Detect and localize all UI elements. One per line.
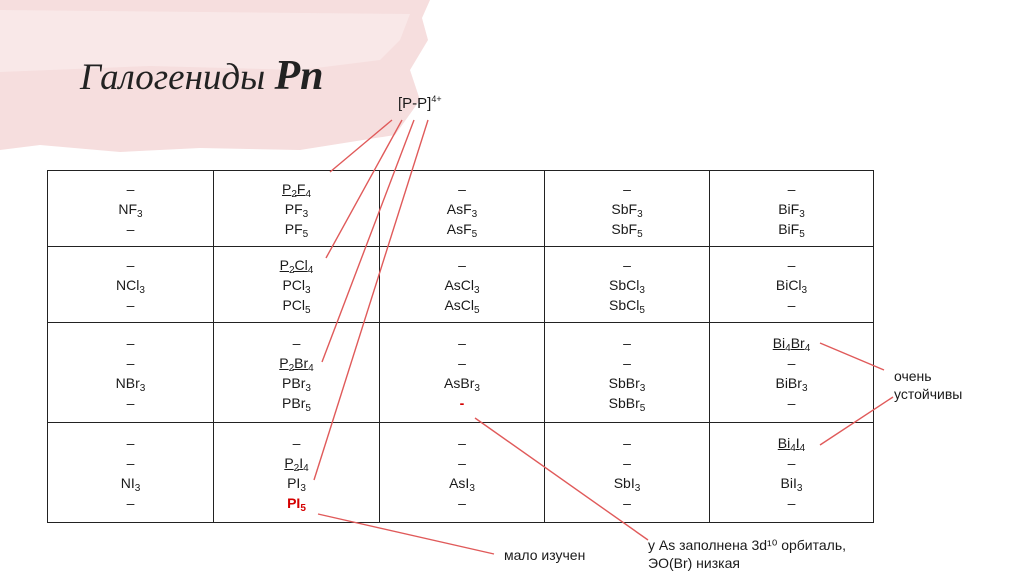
formula-line (214, 295, 379, 315)
formula: – (623, 494, 631, 511)
formula: – (623, 256, 631, 273)
formula: - (459, 394, 465, 411)
formula-line (545, 219, 709, 239)
formula: $P_2Cl_4$ (279, 256, 314, 276)
table-cell (214, 323, 380, 423)
halides-table (47, 170, 874, 523)
table-cell (710, 323, 874, 423)
formula: – (126, 454, 135, 471)
formula-line (214, 453, 379, 473)
table-cell (710, 247, 874, 323)
formula-line (214, 433, 379, 453)
formula: – (787, 454, 796, 471)
formula: BiCl$_3$ (775, 276, 808, 296)
formula: – (292, 434, 301, 451)
formula-line (380, 453, 544, 473)
formula-line (710, 453, 873, 473)
formula: $Bi_4Br_4$ (772, 334, 811, 354)
formula-line (48, 373, 213, 393)
formula-line (48, 433, 213, 453)
formula-line (48, 179, 213, 199)
formula: $PI_5$ (287, 494, 306, 514)
formula-line (380, 179, 544, 199)
formula-line (214, 199, 379, 219)
formula: $P_2I_4$ (284, 454, 309, 474)
formula: – (787, 296, 796, 313)
note-little-studied: мало изучен (504, 547, 586, 563)
formula-line (710, 295, 873, 315)
formula-line (710, 393, 873, 413)
formula: $P_2F_4$ (281, 180, 312, 200)
formula: BiF$_5$ (778, 220, 805, 240)
formula: $PI_3$ (287, 474, 306, 494)
formula: – (458, 256, 466, 273)
formula: – (126, 256, 135, 273)
formula: $Bi_4I_4$ (777, 434, 806, 454)
formula-line (545, 333, 709, 353)
formula: – (623, 180, 631, 197)
formula: – (126, 394, 135, 411)
formula-line (48, 199, 213, 219)
formula: PCl$_3$ (282, 276, 311, 296)
formula: AsCl$_5$ (444, 296, 480, 316)
page-title (80, 52, 323, 100)
title-symbol: Pn (274, 53, 324, 99)
formula: – (623, 334, 631, 351)
formula: BiBr$_3$ (775, 374, 808, 394)
table-cell (545, 323, 710, 423)
formula: – (126, 296, 135, 313)
formula: – (787, 394, 796, 411)
formula-line (48, 295, 213, 315)
formula: – (292, 334, 301, 351)
formula: – (787, 256, 796, 273)
formula-line (545, 295, 709, 315)
formula-line (48, 255, 213, 275)
formula-line (214, 255, 379, 275)
formula-line (710, 493, 873, 513)
formula-line (710, 433, 873, 453)
table-cell (48, 323, 214, 423)
formula-line (710, 473, 873, 493)
formula: NCl$_3$ (116, 276, 145, 296)
note-as (648, 536, 846, 572)
note-as-line1: у As заполнена 3d¹⁰ орбиталь, (648, 537, 847, 553)
formula-line (214, 219, 379, 239)
formula-line (380, 199, 544, 219)
formula-line (710, 275, 873, 295)
formula-line (545, 373, 709, 393)
title-text: Галогениды (80, 57, 266, 98)
formula: $NF_3$ (118, 200, 143, 220)
formula: – (458, 334, 466, 351)
note-stable (894, 367, 994, 403)
table-row (48, 423, 874, 523)
formula: $P_2Br_4$ (279, 354, 314, 374)
formula-line (380, 275, 544, 295)
formula: $NI_3$ (120, 474, 141, 494)
formula: PBr$_3$ (282, 374, 311, 394)
pp-bond-charge: 4+ (431, 94, 442, 104)
formula-line (545, 275, 709, 295)
formula-line (48, 333, 213, 353)
table-cell (380, 423, 545, 523)
formula-line (214, 275, 379, 295)
formula: PBr$_5$ (282, 394, 311, 414)
table-cell (48, 247, 214, 323)
formula: – (458, 494, 466, 511)
formula-line (48, 493, 213, 513)
table-row (48, 171, 874, 247)
formula: AsI$_3$ (449, 474, 475, 494)
table-cell (710, 171, 874, 247)
table-cell (380, 171, 545, 247)
table-cell (380, 323, 545, 423)
formula: – (126, 434, 135, 451)
formula: – (458, 434, 466, 451)
formula-line (48, 353, 213, 373)
formula-line (380, 493, 544, 513)
table-cell (545, 171, 710, 247)
formula-line (710, 353, 873, 373)
table-cell (545, 423, 710, 523)
formula-line (380, 219, 544, 239)
pp-bond-text: [P-P] (398, 95, 432, 112)
table-row (48, 247, 874, 323)
formula-line (48, 275, 213, 295)
table-cell (214, 423, 380, 523)
formula: – (126, 494, 135, 511)
formula-line (380, 353, 544, 373)
formula-line (380, 255, 544, 275)
formula-line (380, 393, 544, 413)
formula-line (214, 493, 379, 513)
formula: – (126, 354, 135, 371)
formula-line (48, 473, 213, 493)
formula: SbF$_5$ (611, 220, 643, 240)
formula: PCl$_5$ (282, 296, 311, 316)
formula-line (214, 393, 379, 413)
formula-line (214, 373, 379, 393)
formula-line (214, 353, 379, 373)
table-cell (380, 247, 545, 323)
table-cell (545, 247, 710, 323)
formula-line (545, 393, 709, 413)
formula: SbCl$_3$ (609, 276, 645, 296)
pp-bond-label (398, 94, 442, 112)
formula: – (126, 334, 135, 351)
formula-line (545, 199, 709, 219)
formula: AsCl$_3$ (444, 276, 480, 296)
table-cell (710, 423, 874, 523)
formula-line (48, 453, 213, 473)
formula: NBr$_3$ (115, 374, 146, 394)
formula-line (380, 295, 544, 315)
formula-line (710, 333, 873, 353)
formula-line (380, 333, 544, 353)
table-row (48, 323, 874, 423)
formula-line (48, 393, 213, 413)
formula: SbCl$_5$ (609, 296, 645, 316)
formula-line (545, 353, 709, 373)
formula-line (214, 333, 379, 353)
formula-line (710, 219, 873, 239)
formula: SbBr$_3$ (608, 374, 646, 394)
formula-line (380, 433, 544, 453)
table-cell (48, 171, 214, 247)
note-as-line2: ЭО(Br) низкая (648, 555, 740, 571)
formula-line (710, 255, 873, 275)
note-stable-text: очень устойчивы (894, 368, 963, 402)
formula: SbI$_3$ (613, 474, 641, 494)
formula: – (623, 454, 631, 471)
formula: – (126, 220, 135, 237)
formula: SbF$_3$ (611, 200, 643, 220)
formula: $PF_5$ (284, 220, 309, 240)
formula-line (545, 255, 709, 275)
formula-line (48, 219, 213, 239)
formula-line (710, 179, 873, 199)
formula-line (545, 433, 709, 453)
formula-line (214, 179, 379, 199)
formula: $PF_3$ (284, 200, 309, 220)
formula: – (787, 180, 796, 197)
formula-line (545, 473, 709, 493)
formula-line (545, 493, 709, 513)
formula: AsF$_5$ (446, 220, 478, 240)
formula: BiI$_3$ (780, 474, 803, 494)
formula-line (214, 473, 379, 493)
table-cell (214, 247, 380, 323)
formula: – (623, 354, 631, 371)
formula-line (710, 199, 873, 219)
formula: – (458, 354, 466, 371)
formula-line (545, 453, 709, 473)
formula: – (623, 434, 631, 451)
formula: – (787, 354, 796, 371)
formula-line (710, 373, 873, 393)
formula: SbBr$_5$ (608, 394, 646, 414)
formula: – (126, 180, 135, 197)
formula-line (380, 373, 544, 393)
formula: BiF$_3$ (778, 200, 805, 220)
table-cell (214, 171, 380, 247)
formula: – (787, 494, 796, 511)
table-cell (48, 423, 214, 523)
formula: AsBr$_3$ (444, 374, 480, 394)
formula-line (545, 179, 709, 199)
formula: AsF$_3$ (446, 200, 478, 220)
formula: – (458, 180, 466, 197)
formula-line (380, 473, 544, 493)
formula: – (458, 454, 466, 471)
